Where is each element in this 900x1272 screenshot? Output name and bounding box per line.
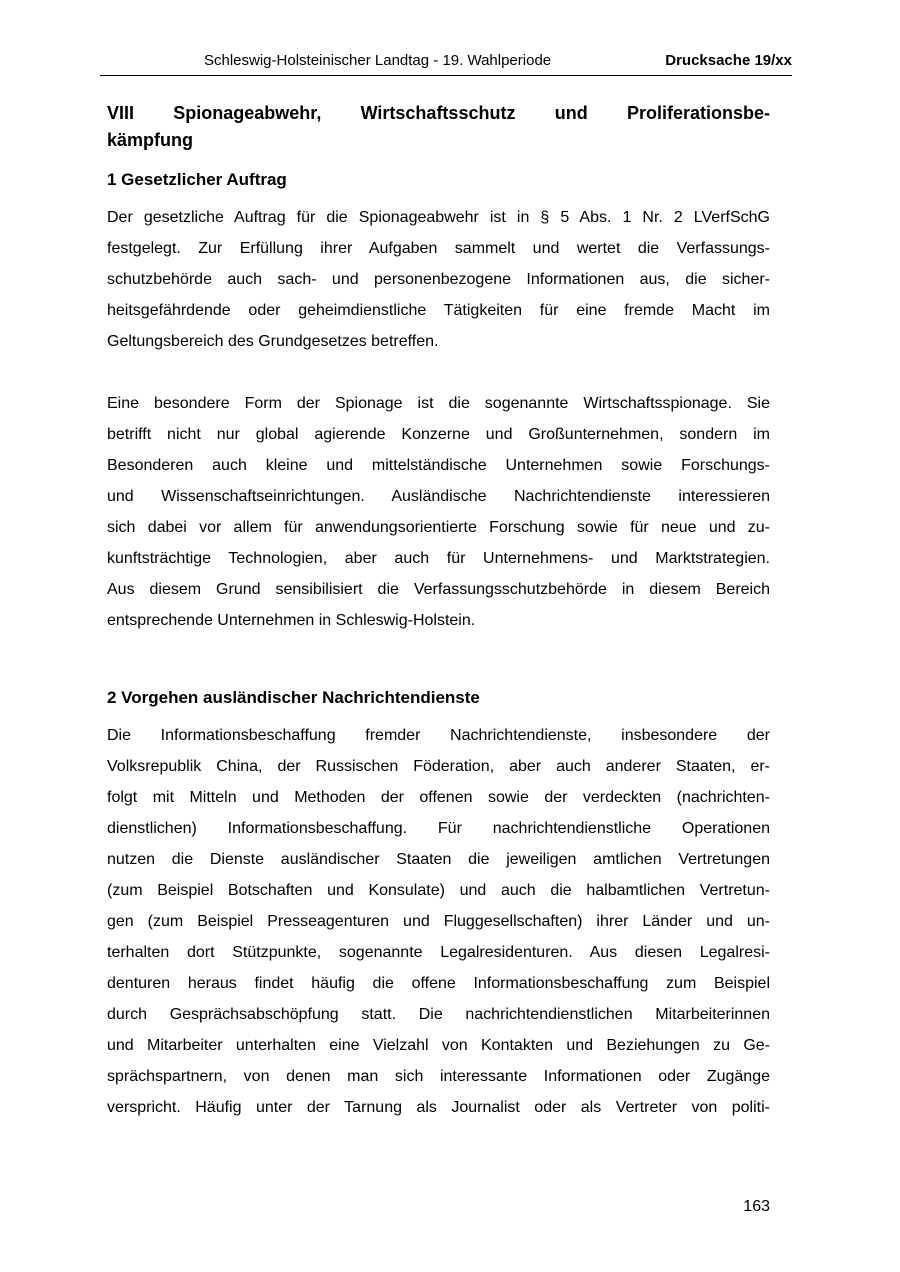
text-line: schutzbehörde auch sach- und personenbezogene Informationen aus, die sicher- (107, 271, 770, 288)
text-line: denturen heraus findet häufig die offene Informationsbeschaffung zum Beispiel (107, 975, 770, 992)
text-line: Volksrepublik China, der Russischen Föderation, aber auch anderer Staaten, er- (107, 758, 770, 775)
text-line: gen (zum Beispiel Presseagenturen und Fluggesellschaften) ihrer Länder und un- (107, 913, 770, 930)
text-line: Geltungsbereich des Grundgesetzes betreffen. (107, 333, 439, 350)
page-header-row (100, 52, 792, 70)
text-line: Die Informationsbeschaffung fremder Nachrichtendienste, insbesondere der (107, 727, 770, 744)
sections-container (107, 168, 770, 1123)
text-line: kunftsträchtige Technologien, aber auch für Unternehmens- und Marktstrategien. (107, 550, 770, 567)
text-line: (zum Beispiel Botschaften und Konsulate) und auch die halbamtlichen Vertretun- (107, 882, 770, 899)
document-body (107, 100, 770, 1154)
text-line: heitsgefährdende oder geheimdienstliche Tätigkeiten für eine fremde Macht im (107, 302, 770, 319)
text-line: und Wissenschaftseinrichtungen. Ausländische Nachrichtendienste interessieren (107, 488, 770, 505)
text-line: und Mitarbeiter unterhalten eine Vielzahl von Kontakten und Beziehungen zu Ge- (107, 1037, 770, 1054)
chapter-title (107, 100, 770, 154)
text-line: dienstlichen) Informationsbeschaffung. Für nachrichtendienstliche Operationen (107, 820, 770, 837)
chapter-title-line: VIII Spionageabwehr, Wirtschaftsschutz und Proliferationsbe- (107, 103, 770, 123)
text-line: verspricht. Häufig unter der Tarnung als Journalist oder als Vertreter von politi- (107, 1099, 770, 1116)
text-line: Aus diesem Grund sensibilisiert die Verfassungsschutzbehörde in diesem Bereich (107, 581, 770, 598)
text-line: terhalten dort Stützpunkte, sogenannte Legalresidenturen. Aus diesen Legalresi- (107, 944, 770, 961)
text-line: festgelegt. Zur Erfüllung ihrer Aufgaben sammelt und wertet die Verfassungs- (107, 240, 770, 257)
header-left-text: Schleswig-Holsteinischer Landtag - 19. Wahlperiode (204, 52, 552, 69)
section-heading: 2 Vorgehen ausländischer Nachrichtendienste (107, 688, 480, 707)
page-header (100, 52, 792, 84)
chapter-title-line: kämpfung (107, 130, 194, 150)
text-line: entsprechende Unternehmen in Schleswig-Holstein. (107, 612, 476, 629)
header-right-text: Drucksache 19/xx (665, 52, 792, 69)
text-line: Eine besondere Form der Spionage ist die sogenannte Wirtschaftsspionage. Sie (107, 395, 770, 412)
paragraph (107, 720, 770, 1123)
section-heading: 1 Gesetzlicher Auftrag (107, 170, 287, 189)
paragraph (107, 388, 770, 636)
paragraph (107, 202, 770, 357)
text-line: Besonderen auch kleine und mittelständische Unternehmen sowie Forschungs- (107, 457, 770, 474)
page-number: 163 (743, 1198, 770, 1215)
text-line: Der gesetzliche Auftrag für die Spionageabwehr ist in § 5 Abs. 1 Nr. 2 LVerfSchG (107, 209, 770, 226)
text-line: durch Gesprächsabschöpfung statt. Die nachrichtendienstlichen Mitarbeiterinnen (107, 1006, 770, 1023)
header-divider (100, 75, 792, 76)
text-line: folgt mit Mitteln und Methoden der offenen sowie der verdeckten (nachrichten- (107, 789, 770, 806)
text-line: sprächspartnern, von denen man sich interessante Informationen oder Zugänge (107, 1068, 770, 1085)
text-line: nutzen die Dienste ausländischer Staaten die jeweiligen amtlichen Vertretungen (107, 851, 770, 868)
text-line: betrifft nicht nur global agierende Konzerne und Großunternehmen, sondern im (107, 426, 770, 443)
text-line: sich dabei vor allem für anwendungsorientierte Forschung sowie für neue und zu- (107, 519, 770, 536)
